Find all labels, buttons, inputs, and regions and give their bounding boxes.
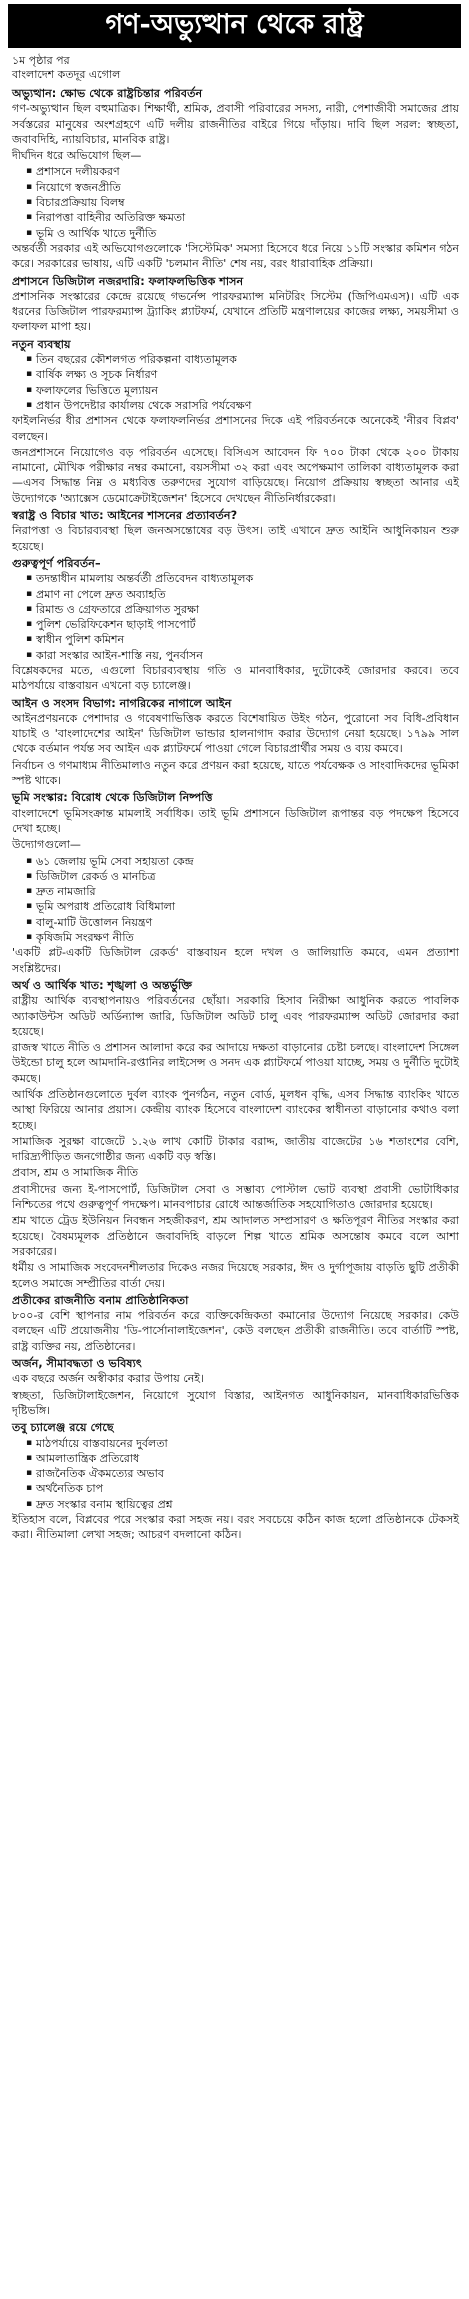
paragraph: শ্রম খাতে ট্রেড ইউনিয়ন নিবন্ধন সহজীকরণ, শ্রম আদালত সম্প্রসারণ ও ক্ষতিপূরণ নীতির সংস্কার করা হয়েছে। বৈষম্যমূলক প্রতিষ্ঠানে জবাবদিহি বাড়লে শিল্প খাতে শ্রমিক অসন্তোষ কমবে বলে আশা সরকারের।: [12, 1214, 459, 1258]
bullet-item: ▪ ফলাফলের ভিত্তিতে মূল্যায়ন: [26, 383, 459, 398]
bullet-item: ▪ রাজনৈতিক ঐকমত্যের অভাব: [26, 1466, 459, 1481]
paragraph: প্রবাসীদের জন্য ই-পাসপোর্ট, ডিজিটাল সেবা ও সম্ভাব্য পোস্টাল ভোট ব্যবস্থা প্রবাসী ভোটাধিকার নিশ্চিতের পথে গুরুত্বপূর্ণ পদক্ষেপ। মানবপাচার রোধে আন্তর্জাতিক সহযোগিতাও জোরদার হয়েছে।: [12, 1182, 459, 1212]
bullet-list: [12, 854, 459, 946]
bullet-item: ▪ পুলিশ ভেরিফিকেশন ছাড়াই পাসপোর্ট: [26, 617, 459, 632]
bullet-item: ▪ তিন বছরের কৌশলগত পরিকল্পনা বাধ্যতামূলক: [26, 352, 459, 367]
bullet-item: ▪ কৃষিজমি সংরক্ষণ নীতি: [26, 930, 459, 945]
paragraph: রাষ্ট্রীয় আর্থিক ব্যবস্থাপনায়ও পরিবর্তনের ছোঁয়া। সরকারি হিসাব নিরীক্ষা আধুনিক করতে পাবলিক অ্যাকাউন্টস অডিট অর্ডিন্যান্স জারি, ডিজিটাল অডিট চালু এবং পারফরম্যান্স অডিট জোরদার করা হয়েছে।: [12, 994, 459, 1038]
article-section: [12, 790, 459, 976]
section-heading: তবু চ্যালেঞ্জ রয়ে গেছে: [12, 1421, 114, 1435]
paragraph: জনপ্রশাসনে নিয়োগেও বড় পরিবর্তন এসেছে। বিসিএস আবেদন ফি ৭০০ টাকা থেকে ২০০ টাকায় নামানো, মৌখিক পরীক্ষার নম্বর কমানো, বয়সসীমা ৩২ করা এবং অপেক্ষমাণ তালিকা বাধ্যতামূলক করা—এসব সিদ্ধান্ত নিম্ন ও মধ্যবিত্ত তরুণদের সুযোগ বাড়িয়েছে। নিয়োগ প্রক্রিয়ায় স্বচ্ছতা আনার এই উদ্যোগকে 'অ্যাক্সেস ডেমোক্রেটাইজেশন' হিসেবে দেখছেন নীতিনির্ধারকেরা।: [12, 445, 459, 505]
paragraph: ফাইলনির্ভর ধীর প্রশাসন থেকে ফলাফলনির্ভর প্রশাসনের দিকে এই পরিবর্তনকে অনেকেই 'নীরব বিপ্লব' বলছেন।: [12, 414, 459, 443]
bullet-item: ▪ নিয়োগে স্বজনপ্রীতি: [26, 180, 459, 195]
article-section: [12, 86, 459, 272]
bullet-item: ▪ কারা সংস্কার আইন-শাস্তি নয়, পুনর্বাসন: [26, 648, 459, 663]
bullet-item: ▪ স্বাধীন পুলিশ কমিশন: [26, 632, 459, 647]
continued-from: ১ম পৃষ্ঠার পর: [12, 54, 70, 67]
bullet-item: ▪ প্রশাসনে দলীয়করণ: [26, 164, 459, 179]
paragraph: আইনপ্রণয়নকে পেশাদার ও গবেষণাভিত্তিক করতে বিশেষায়িত উইং গঠন, পুরোনো সব বিধি-প্রবিধান যাচাই ও 'বাংলাদেশের আইন' ডিজিটাল ভান্ডার হালনাগাদ করার উদ্যোগ নেয়া হয়েছে। ১৭৯৯ সাল থেকে বর্তমান পর্যন্ত সব আইন এক প্ল্যাটফর্মে পাওয়া গেলে বিচারপ্রার্থীর সময় ও ব্যয় কমবে।: [12, 711, 459, 756]
paragraph: ৮০০-র বেশি স্থাপনার নাম পরিবর্তন করে ব্যক্তিকেন্দ্রিকতা কমানোর উদ্যোগ নিয়েছে সরকার। কেউ বলছেন এটি প্রয়োজনীয় 'ডি-পার্সোনালাইজেশন', কেউ বলছেন প্রতীকী রাজনীতি। তবে বার্তাটি স্পষ্ট, রাষ্ট্র ব্যক্তির নয়, প্রতিষ্ঠানের।: [12, 1309, 459, 1353]
bullet-item: ▪ বালু-মাটি উত্তোলন নিয়ন্ত্রণ: [26, 915, 459, 930]
article-section: [12, 978, 459, 1291]
paragraph: প্রশাসনিক সংস্কারের কেন্দ্রে রয়েছে গভর্নেন্স পারফরম্যান্স মনিটরিং সিস্টেম (জিপিএমএস)। এটি এক ধরনের ডিজিটাল পারফরম্যান্স ট্র্যাকিং প্ল্যাটফর্ম, যেখানে প্রতিটি মন্ত্রণালয়ের কাজের লক্ষ্য, সময়সীমা ও ফলাফল মাপা হয়।: [12, 289, 459, 334]
bullet-item: ▪ দ্রুত সংস্কার বনাম স্থায়িত্বের প্রশ্ন: [26, 1497, 459, 1512]
paragraph: গণ-অভ্যুত্থান ছিল বহুমাত্রিক। শিক্ষার্থী, শ্রমিক, প্রবাসী পরিবারের সদস্য, নারী, পেশাজীবী সমাজের প্রায় সর্বস্তরের মানুষের অংশগ্রহণে এটি দলীয় রাজনীতির বাইরে গিয়ে দাঁড়ায়। দাবি ছিল সরল: স্বচ্ছতা, জবাবদিহি, ন্যায়বিচার, মানবিক রাষ্ট্র।: [12, 102, 459, 146]
section-heading: প্রতীকের রাজনীতি বনাম প্রাতিষ্ঠানিকতা: [12, 1293, 189, 1307]
paragraph: বাংলাদেশে ভূমিসংক্রান্ত মামলাই সর্বাধিক। তাই ভূমি প্রশাসনে ডিজিটাল রূপান্তর বড় পদক্ষেপ হিসেবে দেখা হচ্ছে।: [12, 806, 459, 835]
bullet-item: ▪ ভূমি অপরাধ প্রতিরোধ বিধিমালা: [26, 899, 459, 914]
bullet-list: [12, 571, 459, 663]
bullet-item: ▪ প্রমাণ না পেলে দ্রুত অব্যাহতি: [26, 587, 459, 602]
article-body: [12, 84, 459, 1544]
paragraph: বিশ্লেষকদের মতে, এগুলো বিচারব্যবস্থায় গতি ও মানবাধিকার, দুটোকেই জোরদার করবে। তবে মাঠপর্যায়ে বাস্তবায়ন এখনো বড় চ্যালেঞ্জ।: [12, 663, 459, 693]
section-heading: অভ্যুত্থান: ক্ষোভ থেকে রাষ্ট্রচিন্তার পরিবর্তন: [12, 87, 203, 100]
bullet-item: ▪ বিচারপ্রক্রিয়ায় বিলম্ব: [26, 195, 459, 210]
section-heading: স্বরাষ্ট্র ও বিচার খাত: আইনের শাসনের প্রত্যাবর্তন?: [12, 509, 238, 523]
paragraph: এক বছরে অর্জন অস্বীকার করার উপায় নেই।: [12, 1372, 204, 1386]
article-section: [12, 1293, 459, 1354]
section-heading: আইন ও সংসদ বিভাগ: নাগরিকের নাগালে আইন: [12, 696, 232, 710]
paragraph: ইতিহাস বলে, বিপ্লবের পরে সংস্কার করা সহজ নয়। বরং সবচেয়ে কঠিন কাজ হলো প্রতিষ্ঠানকে টেকসই করা। নীতিমালা লেখা সহজ; আচরণ বদলানো কঠিন।: [12, 1513, 459, 1542]
headline-banner: [8, 4, 461, 48]
article-section: [12, 696, 459, 789]
bullet-item: ▪ তদন্তাধীন মামলায় অন্তর্বর্তী প্রতিবেদন বাধ্যতামূলক: [26, 571, 459, 586]
paragraph: 'একটি প্লট-একটি ডিজিটাল রেকর্ড' বাস্তবায়ন হলে দখল ও জালিয়াতি কমবে, এমন প্রত্যাশা সংশ্লিষ্টদের।: [12, 946, 459, 975]
paragraph: প্রবাস, শ্রম ও সামাজিক নীতি: [12, 1166, 139, 1180]
bullet-item: ▪ রিমান্ড ও গ্রেফতারে প্রক্রিয়াগত সুরক্ষা: [26, 602, 459, 617]
bullet-list: [12, 1436, 459, 1512]
section-heading: অর্থ ও আর্থিক খাত: শৃঙ্খলা ও অন্তর্ভুক্তি: [12, 978, 193, 992]
paragraph: নিরাপত্তা ও বিচারব্যবস্থা ছিল জনঅসন্তোষের বড় উৎস। তাই এখানে দ্রুত আইনি আধুনিকায়ন শুরু হয়েছে।: [12, 524, 459, 553]
article-section: [12, 1420, 459, 1542]
bullet-item: ▪ বার্ষিক লক্ষ্য ও সূচক নির্ধারণ: [26, 367, 459, 382]
bullet-item: ▪ নিরাপত্তা বাহিনীর অতিরিক্ত ক্ষমতা: [26, 210, 459, 225]
bullet-item: ▪ মাঠপর্যায়ে বাস্তবায়নের দুর্বলতা: [26, 1436, 459, 1451]
section-heading: প্রশাসনে ডিজিটাল নজরদারি: ফলাফলভিত্তিক শাসন: [12, 274, 244, 288]
article-section: [12, 337, 459, 506]
bullet-item: ▪ অর্থনৈতিক চাপ: [26, 1481, 459, 1496]
article-section: [12, 274, 459, 335]
paragraph: অন্তর্বর্তী সরকার এই অভিযোগগুলোকে 'সিস্টেমিক' সমস্যা হিসেবে ধরে নিয়ে ১১টি সংস্কার কমিশন গঠন করে। সরকারের ভাষায়, এটি একটি 'চলমান নীতি' শেষ নয়, বরং ধারাবাহিক প্রক্রিয়া।: [12, 241, 459, 271]
bullet-list: [12, 352, 459, 413]
paragraph: উদ্যোগগুলো—: [12, 838, 81, 852]
paragraph: দীর্ঘদিন ধরে অভিযোগ ছিল—: [12, 149, 142, 163]
bullet-item: ▪ ৬১ জেলায় ভূমি সেবা সহায়তা কেন্দ্র: [26, 854, 459, 869]
article-section: [12, 508, 459, 554]
section-heading: গুরুত্বপূর্ণ পরিবর্তন–: [12, 556, 101, 570]
article-section: [12, 556, 459, 694]
section-heading: অর্জন, সীমাবদ্ধতা ও ভবিষ্যৎ: [12, 1357, 142, 1371]
paragraph: স্বচ্ছতা, ডিজিটালাইজেশন, নিয়োগে সুযোগ বিস্তার, আইনগত আধুনিকায়ন, মানবাধিকারভিত্তিক দৃষ্টিভঙ্গি।: [12, 1388, 459, 1417]
paragraph: আর্থিক প্রতিষ্ঠানগুলোতে দুর্বল ব্যাংক পুনর্গঠন, নতুন বোর্ড, মূলধন বৃদ্ধি, এসব সিদ্ধান্ত ব্যাংকিং খাতে আস্থা ফিরিয়ে আনার প্রয়াস। কেন্দ্রীয় ব্যাংক হিসেবে বাংলাদেশ ব্যাংকের স্বাধীনতা বাড়ানোর কথাও বলা হচ্ছে।: [12, 1088, 459, 1132]
section-heading: নতুন ব্যবস্থায়: [12, 337, 71, 351]
byline: বাংলাদেশ কতদূর এগোল: [12, 68, 121, 81]
bullet-item: ▪ প্রধান উপদেষ্টার কার্যালয় থেকে সরাসরি পর্যবেক্ষণ: [26, 398, 459, 413]
headline: গণ-অভ্যুত্থান থেকে রাষ্ট্র: [105, 8, 364, 40]
article-meta: [12, 54, 120, 82]
article-section: [12, 1356, 459, 1418]
paragraph: নির্বাচন ও গণমাধ্যম নীতিমালাও নতুন করে প্রণয়ন করা হয়েছে, যাতে পর্যবেক্ষক ও সাংবাদিকদের ভূমিকা স্পষ্ট থাকে।: [12, 758, 459, 788]
bullet-list: [12, 164, 459, 240]
paragraph: রাজস্ব খাতে নীতি ও প্রশাসন আলাদা করে কর আদায়ে দক্ষতা বাড়ানোর চেষ্টা চলছে। বাংলাদেশ সিঙ্গেল উইন্ডো চালু হলে আমদানি-রপ্তানির লাইসেন্স ও সনদ এক প্ল্যাটফর্মে পাওয়া যাচ্ছে, সময় ও দুর্নীতি দুটোই কমছে।: [12, 1041, 459, 1085]
bullet-item: ▪ ডিজিটাল রেকর্ড ও মানচিত্র: [26, 869, 459, 884]
bullet-item: ▪ আমলাতান্ত্রিক প্রতিরোধ: [26, 1451, 459, 1466]
paragraph: সামাজিক সুরক্ষা বাজেটে ১.২৬ লাখ কোটি টাকার বরাদ্দ, জাতীয় বাজেটের ১৬ শতাংশের বেশি, দারিদ্র্যপীড়িত জনগোষ্ঠীর জন্য একটি বড় স্বস্তি।: [12, 1134, 459, 1164]
bullet-item: ▪ দ্রুত নামজারি: [26, 884, 459, 899]
section-heading: ভূমি সংস্কার: বিরোধ থেকে ডিজিটাল নিষ্পত্তি: [12, 791, 213, 805]
bullet-item: ▪ ভূমি ও আর্থিক খাতে দুর্নীতি: [26, 226, 459, 241]
paragraph: ধর্মীয় ও সামাজিক সংবেদনশীলতার দিকেও নজর দিয়েছে সরকার, ঈদ ও দুর্গাপূজায় বাড়তি ছুটি প্রতীকী হলেও সমাজে সম্প্রীতির বার্তা দেয়।: [12, 1261, 459, 1290]
